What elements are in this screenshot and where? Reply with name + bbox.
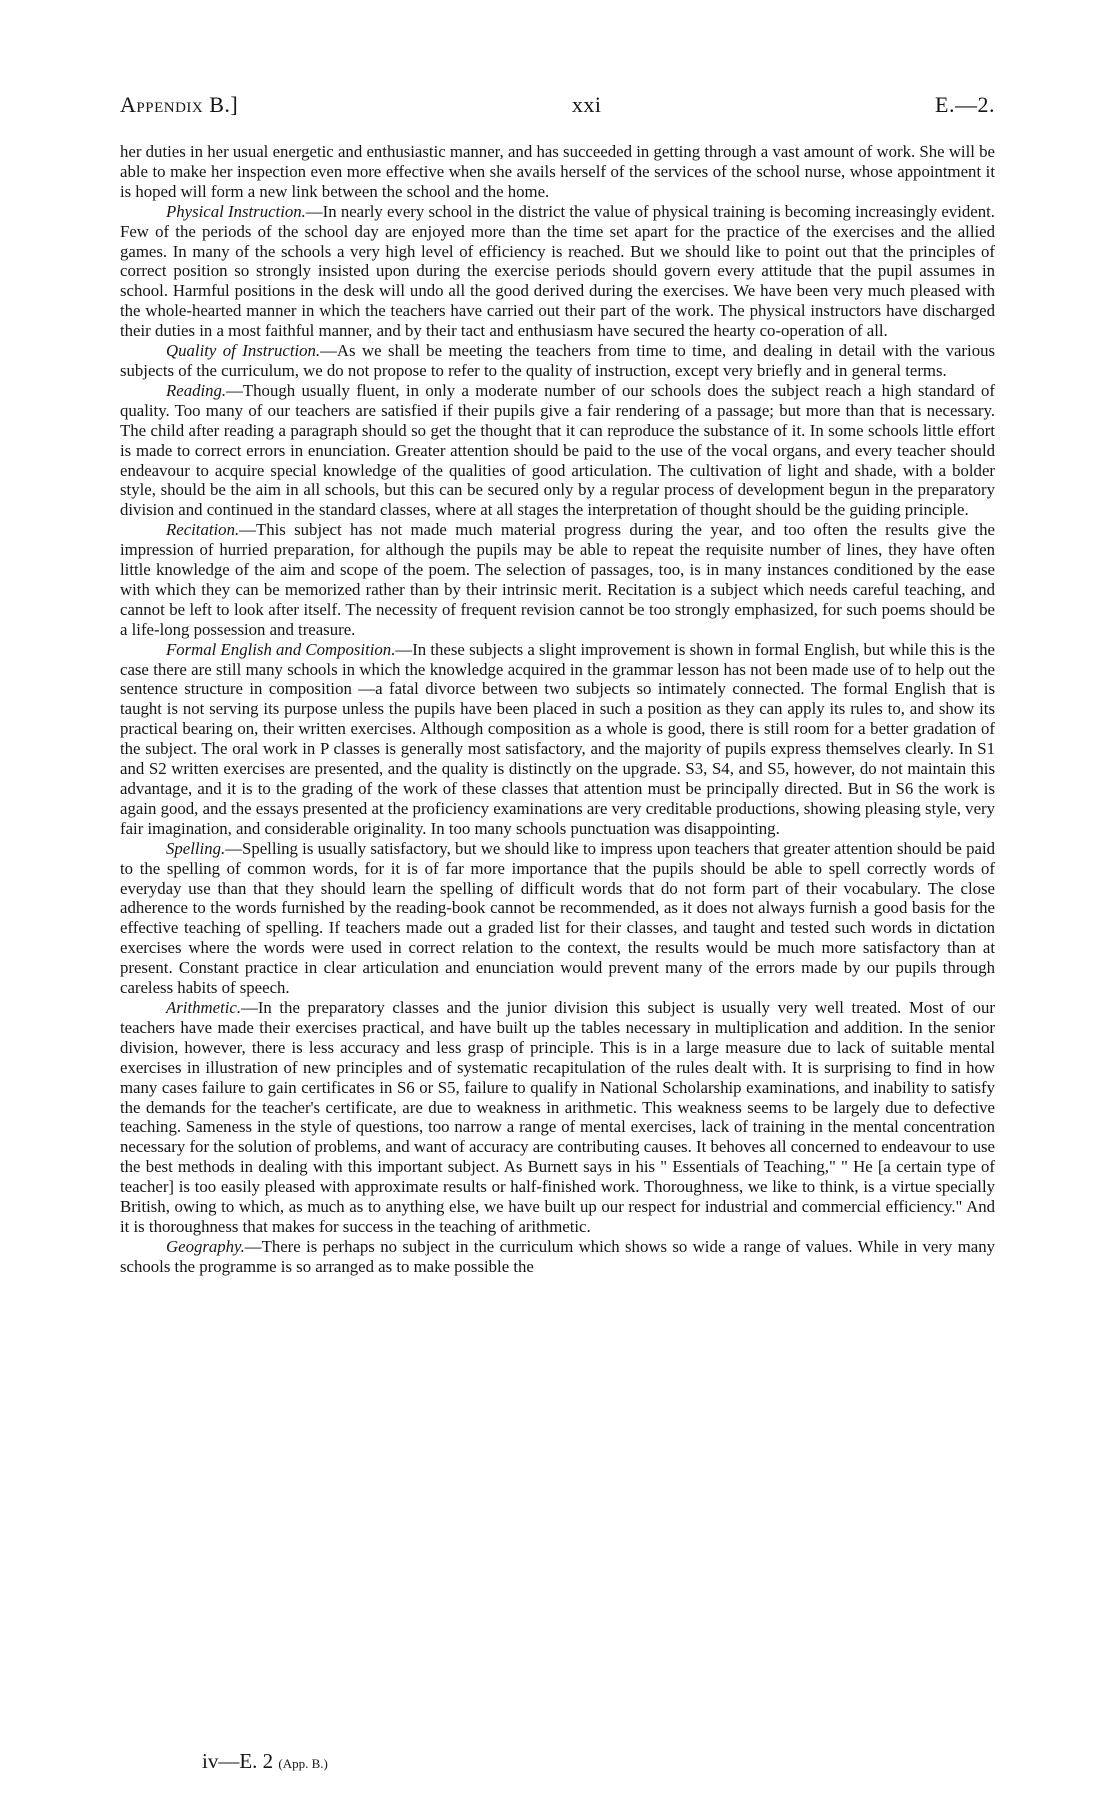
paragraph-text: —In the preparatory classes and the junior division this subject is usually very well treated. Most of our teachers have made their exercises practical, and have built up the tables necessary in multiplication and addition. In the senior division, however, there is less accuracy and less grasp of principle. This is in a large measure due to lack of suitable mental exercises in illustration of new principles and of systematic recapitulation of the rules dealt with. It is surprising to find in how many cases failure to gain certificates in S6 or S5, failure to qualify in National Scholarship examinations, and inability to satisfy the demands for the teacher's certificate, are due to weakness in arithmetic. This weakness seems to be largely due to defective teaching. Sameness in the style of questions, too narrow a range of mental exercises, lack of training in the mental concentration necessary for the solution of problems, and want of accuracy are contributing causes. It behoves all concerned to endeavour to use the best methods in dealing with this important subject. As Burnett says in his " Essentials of Teaching," " He [a certain type of teacher] is too easily pleased with approximate results or half-finished work. Thoroughness, we like to think, is a virtue specially British, owing to which, as much as to anything else, we have built up our respect for industrial and commercial efficiency." And it is thoroughness that makes for success in the teaching of arithmetic. [120,997,995,1236]
document-code: E.—2. [935,92,995,117]
printer-signature: iv—E. 2 [202,1749,274,1773]
section-heading: Spelling. [166,838,226,858]
section-heading: Geography. [166,1236,245,1256]
section-heading: Reading. [166,380,227,400]
paragraph-text: —Though usually fluent, in only a moderate number of our schools does the subject reach a high standard of quality. Too many of our teachers are satisfied if their pupils give a fair rendering of a passage; but more than that is necessary. The child after reading a paragraph should so get the thought that it can reproduce the substance of it. In some schools little effort is made to correct errors in enunciation. Greater attention should be paid to the use of the vocal organs, and every teacher should endeavour to acquire special knowledge of the qualities of good articulation. The cultivation of light and shade, with a bolder style, should be the aim in all schools, but this can be secured only by a regular process of development begun in the preparatory division and continued in the standard classes, where at all stages the interpretation of thought should be the guiding principle. [120,380,995,520]
page-header [120,92,995,126]
section-heading: Recitation. [166,520,240,540]
section-heading: Quality of Instruction. [166,341,321,361]
paragraph-geography [120,1237,995,1277]
paragraph-quality-of-instruction [120,341,995,381]
paragraph-physical-instruction [120,202,995,341]
appendix-label: Appendix B.] [120,92,239,117]
paragraph-formal-english [120,640,995,839]
paragraph-text: —As we shall be meeting the teachers from time to time, and dealing in detail with the various subjects of the curriculum, we do not propose to refer to the quality of instruction, except very briefly and in general terms. [120,341,995,380]
paragraph-arithmetic [120,998,995,1237]
report-body [120,142,995,1277]
page-footer [202,1749,328,1774]
paragraph-text: —In nearly every school in the district the value of physical training is becoming increasingly evident. Few of the periods of the school day are enjoyed more than the time set apart for the practice of the exercises and the allied games. In many of the schools a very high level of efficiency is reached. But we should like to point out that the principles of correct position so strongly insisted upon during the exercise periods should govern every attitude that the pupil assumes in school. Harmful positions in the desk will undo all the good derived during the exercises. We have been very much pleased with the whole-hearted manner in which the teachers have carried out their part of the work. The physical instructors have discharged their duties in a most faithful manner, and by their tact and enthusiasm have secured the hearty co-operation of all. [120,201,995,341]
paragraph-text: her duties in her usual energetic and enthusiastic manner, and has succeeded in getting through a vast amount of work. She will be able to make her inspection even more effective when she avails herself of the services of the school nurse, whose appointment it is hoped will form a new link between the school and the home. [120,142,995,201]
paragraph-text: —This subject has not made much material progress during the year, and too often the results give the impression of hurried preparation, for although the pupils may be able to repeat the requisite number of lines, they have often little knowledge of the aim and scope of the poem. The selection of passages, too, is in many instances conditioned by the ease with which they can be memorized rather than by their intrinsic merit. Recitation is a subject which needs careful teaching, and cannot be left to look after itself. The necessity of frequent revision cannot be too strongly emphasized, for such poems should be a life-long possession and treasure. [120,520,995,639]
paragraph-recitation [120,520,995,639]
section-heading: Arithmetic. [166,997,242,1017]
section-heading: Formal English and Composition. [166,639,396,659]
paragraph-reading [120,381,995,520]
paragraph-text: —Spelling is usually satisfactory, but we should like to impress upon teachers that greater attention should be paid to the spelling of common words, for it is of far more importance that the pupils should be able to spell correctly words of everyday use than that they should learn the spelling of difficult words that do not form part of their vocabulary. The close adherence to the words furnished by the reading-book cannot be recommended, as it does not always furnish a good basis for the effective teaching of spelling. If teachers made out a graded list for their classes, and taught and tested such words in dictation exercises where the words were used in correct relation to the context, the results would be much more satisfactory than at present. Constant practice in clear articulation and enunciation would prevent many of the errors made by our pupils through careless habits of speech. [120,838,995,998]
paragraph-text: —In these subjects a slight improvement is shown in formal English, but while this is the case there are still many schools in which the knowledge acquired in the grammar lesson has not been made use of to help out the sentence structure in composition —a fatal divorce between two subjects so intimately connected. The formal English that is taught is not serving its purpose unless the pupils have been placed in such a position as they can apply its rules to, and show its practical bearing on, their written exercises. Although composition as a whole is good, there is still room for a better gradation of the subject. The oral work in P classes is generally most satisfactory, and the majority of pupils express themselves clearly. In S1 and S2 written exercises are presented, and the quality is distinctly on the upgrade. S3, S4, and S5, however, do not maintain this advantage, and it is to the grading of the work of these classes that attention must be principally directed. But in S6 the work is again good, and the essays presented at the proficiency examinations are very creditable productions, showing pleasing style, very fair imagination, and considerable originality. In too many schools punctuation was disappointing. [120,639,995,838]
section-heading: Physical Instruction. [166,201,306,221]
page-number: xxi [571,92,602,117]
signature-note: (App. B.) [278,1756,328,1771]
paragraph-text: —There is perhaps no subject in the curriculum which shows so wide a range of values. While in very many schools the programme is so arranged as to make possible the [120,1236,995,1276]
paragraph-spelling [120,839,995,998]
paragraph-continuation [120,142,995,202]
